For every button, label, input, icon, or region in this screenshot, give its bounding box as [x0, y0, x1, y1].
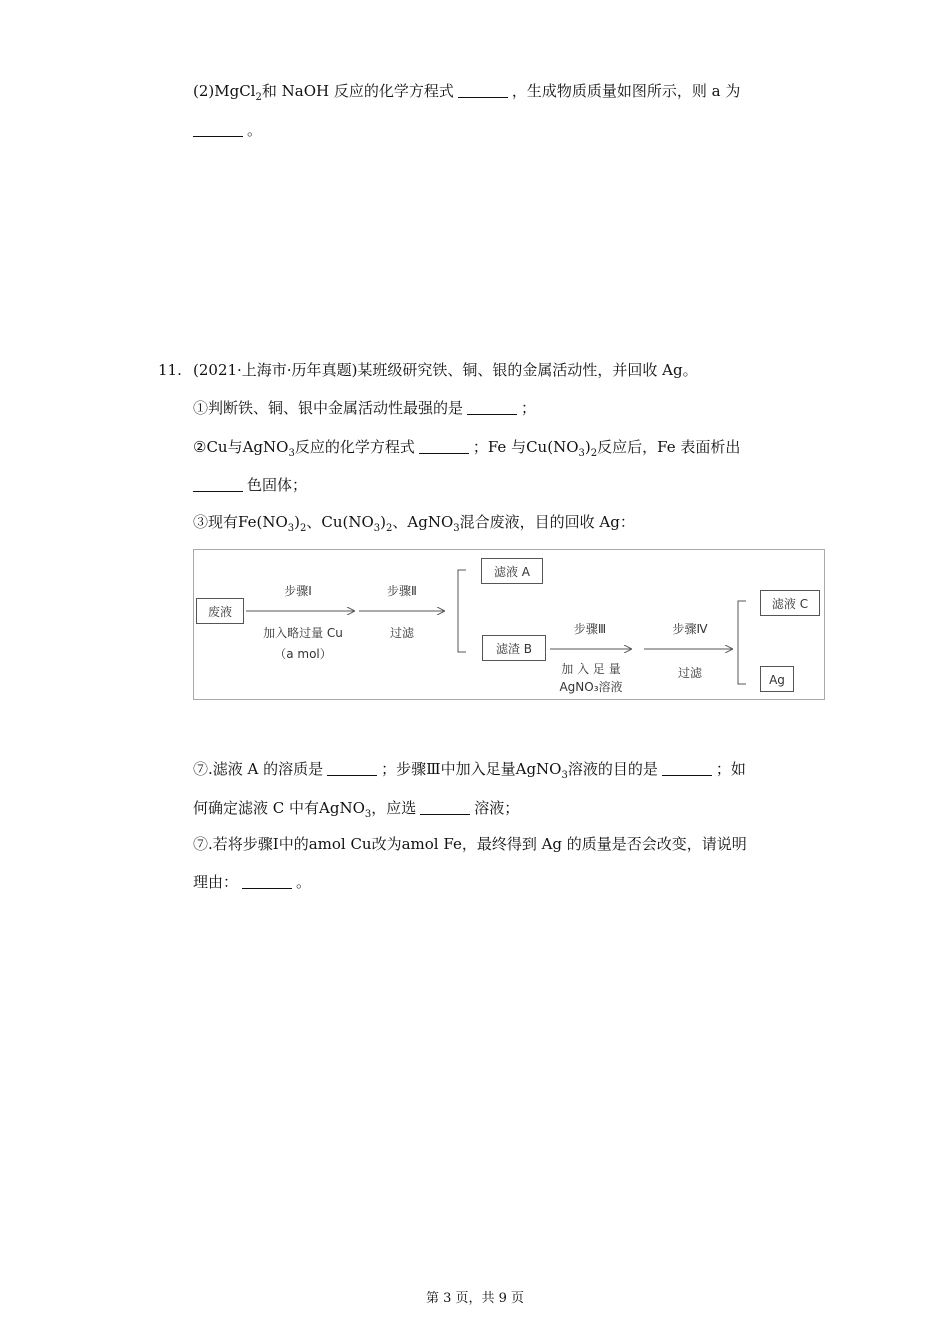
waste-liquid-box: 废液: [196, 598, 244, 624]
answer-blank[interactable]: [242, 874, 292, 889]
step2-operation: 过滤: [389, 626, 414, 640]
subquestion-i: ⑦.滤液 A 的溶质是 ；步骤Ⅲ中加入足量AgNO$_3$溶液的目的是 ；如: [193, 760, 746, 781]
step3-label: 步骤Ⅲ: [573, 622, 607, 636]
step3-reagent-2: AgNO₃溶液: [559, 680, 623, 694]
filtrate-c-box: 滤液 C: [760, 590, 820, 616]
split-bracket-1: [458, 570, 466, 652]
answer-blank[interactable]: [420, 800, 470, 815]
subquestion-1: ①判断铁、铜、银中金属活动性最强的是 ；: [193, 399, 537, 417]
question-stem: (2021·上海市·历年真题)某班级研究铁、铜、银的金属活动性，并回收 Ag。: [193, 361, 698, 379]
answer-blank[interactable]: [327, 761, 377, 776]
filtrate-a-box: 滤液 A: [481, 558, 543, 584]
subquestion-2-cont: 色固体；: [193, 475, 307, 495]
page-footer: 第 3 页，共 9 页: [425, 1291, 525, 1306]
answer-blank[interactable]: [662, 761, 712, 776]
answer-blank[interactable]: [419, 439, 469, 454]
subquestion-i-cont: 何确定滤液 C 中有AgNO$_3$，应选 溶液；: [193, 799, 520, 820]
answer-blank[interactable]: [193, 477, 243, 492]
step3-reagent-1: 加 入 足 量: [561, 662, 621, 676]
answer-blank[interactable]: [193, 122, 243, 137]
step1-label: 步骤Ⅰ: [284, 584, 312, 598]
step4-label: 步骤Ⅳ: [672, 622, 708, 636]
silver-box: Ag: [760, 666, 794, 692]
subquestion-2: ②Cu与AgNO$_3$反应的化学方程式 ；Fe 与$Cu(NO_3)_2$反应后，Fe 表面析出: [193, 438, 741, 459]
question-number: 11.: [158, 361, 182, 379]
step4-operation: 过滤: [677, 666, 702, 680]
part2-line2: 。: [193, 120, 262, 140]
step1-reagent: 加入略过量 Cu: [263, 626, 343, 640]
part2-line1: (2)MgCl$_2$和 NaOH 反应的化学方程式 ，生成物质质量如图所示，则 a 为: [193, 82, 741, 103]
step2-label: 步骤Ⅱ: [387, 584, 417, 598]
answer-blank[interactable]: [458, 83, 508, 98]
subquestion-ii-cont: 理由： 。: [193, 873, 312, 891]
split-bracket-2: [738, 601, 746, 684]
subquestion-3: ③现有$Fe(NO_3)_2$、$Cu(NO_3)_2$、AgNO$_3$混合废液，目的回收 Ag：: [193, 513, 635, 534]
flow-diagram: [193, 549, 825, 700]
answer-blank[interactable]: [467, 400, 517, 415]
step1-amount: （a mol）: [274, 647, 332, 661]
residue-b-box: 滤渣 B: [482, 635, 546, 661]
subquestion-ii: ⑦.若将步骤Ⅰ中的amol Cu改为amol Fe，最终得到 Ag 的质量是否会改变，请说明: [193, 835, 747, 853]
